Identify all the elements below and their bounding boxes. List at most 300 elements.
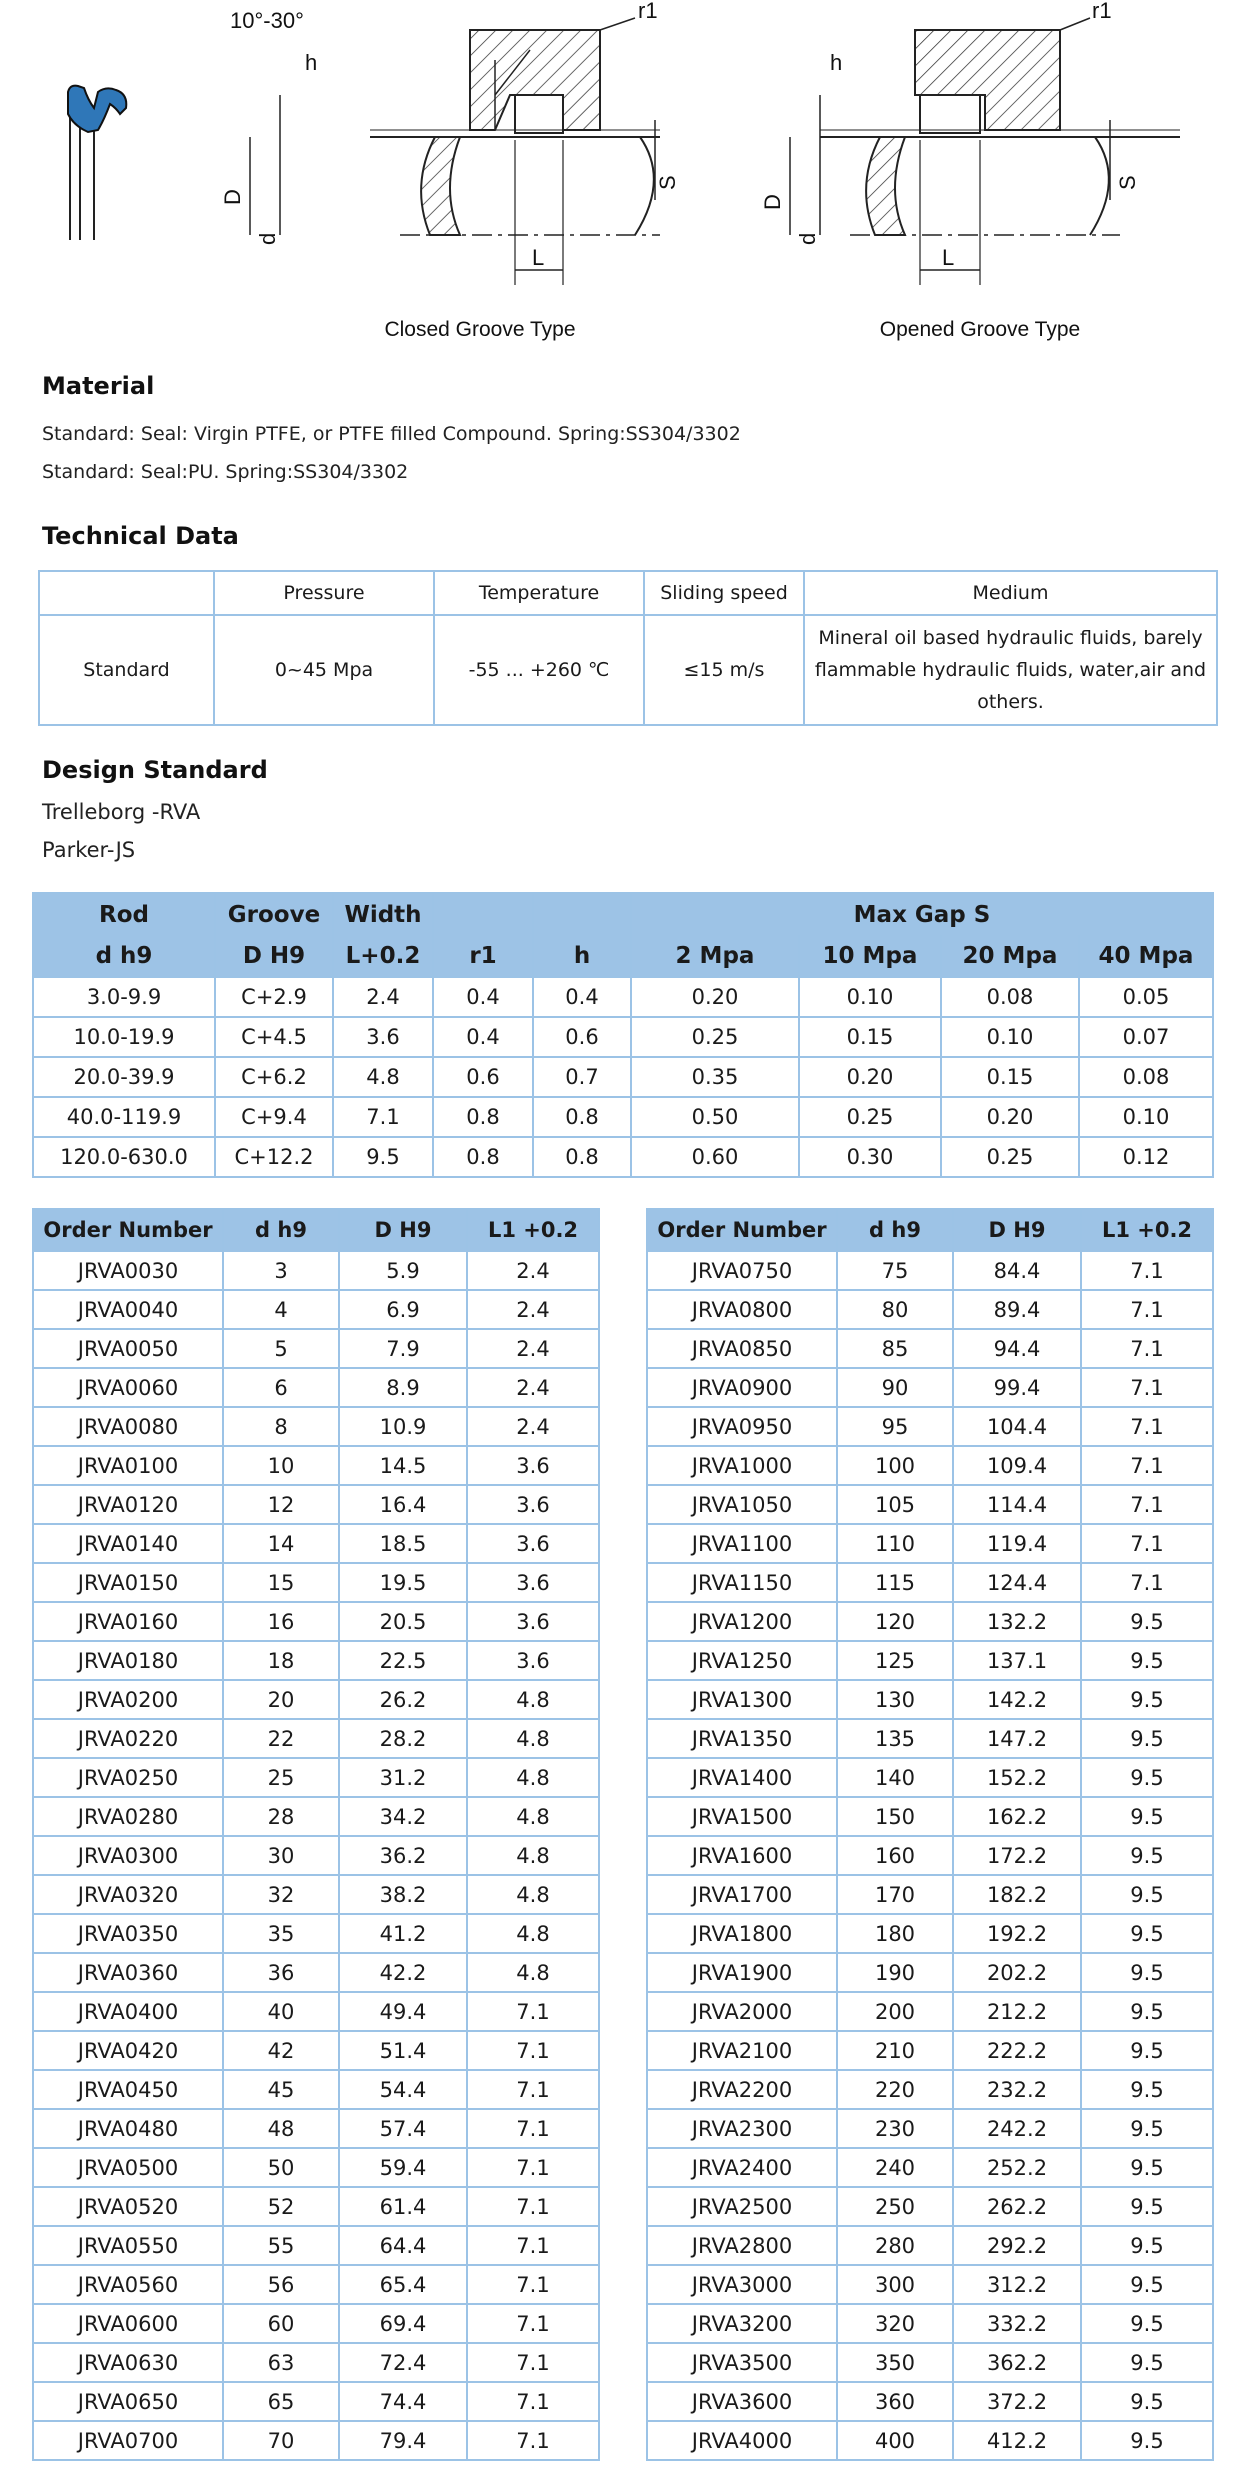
order-right-cell: 250 [837,2187,953,2226]
order-left-cell: 41.2 [339,1914,467,1953]
order-left-row [33,2265,599,2304]
technical-temperature: -55 ... +260 ℃ [434,615,644,725]
order-left-cell: 32 [223,1875,339,1914]
order-right-cell: 242.2 [953,2109,1081,2148]
order-right-cell: 80 [837,1290,953,1329]
order-right-cell: 262.2 [953,2187,1081,2226]
order-left-cell: JRVA0350 [33,1914,223,1953]
order-right-cell: 162.2 [953,1797,1081,1836]
order-left-cell: 59.4 [339,2148,467,2187]
material-title: Material [42,372,155,400]
gap-table-cell: C+12.2 [215,1137,333,1177]
order-left-cell: JRVA0300 [33,1836,223,1875]
order-right-cell: 9.5 [1081,2187,1213,2226]
technical-title: Technical Data [42,522,239,550]
order-right-cell: 9.5 [1081,1758,1213,1797]
order-left-cell: JRVA0280 [33,1797,223,1836]
gap-table-cell: 9.5 [333,1137,433,1177]
order-right-cell: JRVA1400 [647,1758,837,1797]
gap-table-cell: 0.10 [941,1017,1079,1057]
gap-table-row [33,977,1213,1017]
gap-header-40mpa: 40 Mpa [1079,935,1213,977]
gap-table-cell: 0.10 [1079,1097,1213,1137]
order-right-cell: JRVA1150 [647,1563,837,1602]
order-left-cell: JRVA0500 [33,2148,223,2187]
order-right-cell: JRVA3200 [647,2304,837,2343]
order-left-cell: 57.4 [339,2109,467,2148]
technical-data-table [38,570,1218,726]
order-right-cell: 137.1 [953,1641,1081,1680]
order-right-cell: 7.1 [1081,1446,1213,1485]
order-left-row [33,1953,599,1992]
order-left-cell: JRVA0420 [33,2031,223,2070]
order-right-cell: 7.1 [1081,1251,1213,1290]
order-left-cell: 4.8 [467,1680,599,1719]
order-left-row [33,1719,599,1758]
order-right-cell: 120 [837,1602,953,1641]
order-left-row [33,1875,599,1914]
order-right-cell: 332.2 [953,2304,1081,2343]
gap-table-cell: 0.4 [433,977,533,1017]
order-left-header-L1: L1 +0.2 [467,1209,599,1251]
order-table-right [646,1208,1214,2461]
order-right-cell: JRVA2400 [647,2148,837,2187]
technical-pressure: 0~45 Mpa [214,615,434,725]
technical-header-speed: Sliding speed [644,571,804,615]
gap-table-cell: 40.0-119.9 [33,1097,215,1137]
order-left-cell: 3.6 [467,1563,599,1602]
order-left-cell: 6 [223,1368,339,1407]
order-right-cell: 142.2 [953,1680,1081,1719]
order-right-cell: JRVA1900 [647,1953,837,1992]
gap-header-h: h [533,935,631,977]
order-right-cell: JRVA2100 [647,2031,837,2070]
gap-table-cell: 0.35 [631,1057,799,1097]
order-left-cell: 48 [223,2109,339,2148]
order-right-cell: 9.5 [1081,2070,1213,2109]
order-right-cell: JRVA2200 [647,2070,837,2109]
material-line-2: Standard: Seal:PU. Spring:SS304/3302 [42,461,409,483]
gap-header-r1: r1 [433,935,533,977]
order-right-row [647,2265,1213,2304]
gap-table-row [33,1137,1213,1177]
order-right-cell: 300 [837,2265,953,2304]
order-left-cell: 51.4 [339,2031,467,2070]
order-left-row [33,2109,599,2148]
gap-table-body [33,977,1213,1177]
order-left-row [33,1836,599,1875]
order-right-cell: 202.2 [953,1953,1081,1992]
label-D: D [220,189,245,205]
order-left-cell: 3.6 [467,1485,599,1524]
order-right-row [647,1719,1213,1758]
order-left-cell: 36 [223,1953,339,1992]
order-left-cell: 60 [223,2304,339,2343]
order-right-cell: JRVA3600 [647,2382,837,2421]
order-right-cell: 125 [837,1641,953,1680]
order-left-cell: 7.1 [467,2109,599,2148]
order-left-row [33,1797,599,1836]
order-right-cell: 109.4 [953,1446,1081,1485]
order-right-cell: 150 [837,1797,953,1836]
order-left-cell: 50 [223,2148,339,2187]
design-title: Design Standard [42,756,268,784]
order-left-header-row [33,1209,599,1251]
label-r1-open: r1 [1092,0,1112,23]
order-left-cell: 4.8 [467,1875,599,1914]
gap-header-L: L+0.2 [333,935,433,977]
order-right-row [647,1602,1213,1641]
order-right-cell: 99.4 [953,1368,1081,1407]
order-left-cell: 18.5 [339,1524,467,1563]
order-left-cell: JRVA0040 [33,1290,223,1329]
order-left-cell: 38.2 [339,1875,467,1914]
order-right-cell: JRVA0900 [647,1368,837,1407]
order-right-cell: JRVA2000 [647,1992,837,2031]
order-right-cell: 190 [837,1953,953,1992]
order-right-cell: JRVA1700 [647,1875,837,1914]
order-left-cell: JRVA0250 [33,1758,223,1797]
order-left-cell: 16 [223,1602,339,1641]
design-line-2: Parker-JS [42,838,136,862]
order-left-cell: 7.1 [467,2343,599,2382]
order-left-cell: JRVA0650 [33,2382,223,2421]
order-right-row [647,2109,1213,2148]
order-right-cell: 114.4 [953,1485,1081,1524]
order-right-cell: JRVA0750 [647,1251,837,1290]
order-left-cell: 34.2 [339,1797,467,1836]
gap-table-cell: 2.4 [333,977,433,1017]
opened-groove-caption: Opened Groove Type [879,318,1081,341]
technical-header-medium: Medium [804,571,1217,615]
gap-header-width: Width [333,893,433,935]
order-left-cell: JRVA0160 [33,1602,223,1641]
order-left-cell: JRVA0120 [33,1485,223,1524]
order-left-cell: 30 [223,1836,339,1875]
order-left-cell: 3.6 [467,1446,599,1485]
order-left-row [33,1407,599,1446]
order-right-row [647,1797,1213,1836]
order-right-row [647,1290,1213,1329]
order-right-cell: 9.5 [1081,2226,1213,2265]
order-left-cell: JRVA0050 [33,1329,223,1368]
label-h: h [305,50,318,75]
order-right-cell: 75 [837,1251,953,1290]
order-right-cell: 9.5 [1081,2343,1213,2382]
order-right-row [647,1563,1213,1602]
order-left-cell: 26.2 [339,1680,467,1719]
gap-table-cell: 0.20 [941,1097,1079,1137]
order-right-cell: 222.2 [953,2031,1081,2070]
label-D-open: D [760,194,785,210]
gap-table-cell: 0.7 [533,1057,631,1097]
order-left-cell: JRVA0360 [33,1953,223,1992]
gap-table-cell: 7.1 [333,1097,433,1137]
order-right-cell: 9.5 [1081,1680,1213,1719]
material-line-1: Standard: Seal: Virgin PTFE, or PTFE filled Compound. Spring:SS304/3302 [42,423,741,445]
gap-header-10mpa: 10 Mpa [799,935,941,977]
order-left-cell: 4.8 [467,1797,599,1836]
order-left-cell: JRVA0060 [33,1368,223,1407]
order-left-row [33,1524,599,1563]
order-left-cell: 10.9 [339,1407,467,1446]
gap-header-d: d h9 [33,935,215,977]
gap-table-cell: 0.08 [1079,1057,1213,1097]
order-left-cell: 20 [223,1680,339,1719]
order-left-cell: 7.1 [467,2226,599,2265]
order-right-row [647,2343,1213,2382]
order-left-cell: JRVA0630 [33,2343,223,2382]
order-right-cell: JRVA2300 [647,2109,837,2148]
gap-header-row-2 [33,935,1213,977]
order-left-cell: JRVA0080 [33,1407,223,1446]
order-right-cell: 100 [837,1446,953,1485]
order-right-cell: 94.4 [953,1329,1081,1368]
gap-table-cell: 0.8 [433,1137,533,1177]
order-right-row [647,2070,1213,2109]
order-left-cell: 19.5 [339,1563,467,1602]
technical-standard: Standard [39,615,214,725]
gap-table-cell: 0.15 [799,1017,941,1057]
gap-table-cell: 0.4 [433,1017,533,1057]
order-left-cell: 15 [223,1563,339,1602]
gap-table-row [33,1057,1213,1097]
order-left-cell: 4 [223,1290,339,1329]
order-right-cell: JRVA1100 [647,1524,837,1563]
order-left-cell: 14.5 [339,1446,467,1485]
order-right-row [647,2148,1213,2187]
order-left-cell: 5 [223,1329,339,1368]
gap-table-cell: 0.25 [941,1137,1079,1177]
gap-header-groove: Groove [215,893,333,935]
order-left-cell: 40 [223,1992,339,2031]
order-left-cell: 4.8 [467,1836,599,1875]
order-right-cell: JRVA0950 [647,1407,837,1446]
order-right-cell: 104.4 [953,1407,1081,1446]
order-right-cell: JRVA1350 [647,1719,837,1758]
order-left-cell: 8 [223,1407,339,1446]
gap-table-cell: 3.6 [333,1017,433,1057]
order-left-row [33,2148,599,2187]
gap-table-cell: 0.4 [533,977,631,1017]
order-left-row [33,2070,599,2109]
order-right-cell: 9.5 [1081,2304,1213,2343]
order-right-cell: 90 [837,1368,953,1407]
gap-table-cell: 20.0-39.9 [33,1057,215,1097]
order-right-cell: 124.4 [953,1563,1081,1602]
gap-table-cell: 120.0-630.0 [33,1137,215,1177]
order-left-cell: 45 [223,2070,339,2109]
technical-data-row [39,615,1217,725]
label-L: L [532,245,545,270]
order-right-cell: 9.5 [1081,1914,1213,1953]
gap-table-row [33,1097,1213,1137]
order-right-cell: 9.5 [1081,1953,1213,1992]
order-left-cell: 4.8 [467,1953,599,1992]
order-right-row [647,2304,1213,2343]
order-left-cell: 49.4 [339,1992,467,2031]
order-right-cell: 110 [837,1524,953,1563]
order-right-cell: JRVA4000 [647,2421,837,2460]
order-left-cell: 5.9 [339,1251,467,1290]
gap-table-cell: 0.25 [631,1017,799,1057]
order-left-cell: 7.1 [467,2421,599,2460]
order-left-cell: 35 [223,1914,339,1953]
order-left-cell: JRVA0520 [33,2187,223,2226]
order-right-cell: 9.5 [1081,2421,1213,2460]
gap-table-cell: 3.0-9.9 [33,977,215,1017]
order-right-row [647,1641,1213,1680]
order-left-row [33,1329,599,1368]
order-left-cell: JRVA0550 [33,2226,223,2265]
gap-table-cell: C+4.5 [215,1017,333,1057]
order-left-row [33,1290,599,1329]
gap-table-cell: 0.50 [631,1097,799,1137]
order-left-row [33,1680,599,1719]
order-left-cell: 2.4 [467,1329,599,1368]
order-right-cell: 350 [837,2343,953,2382]
technical-header-blank [39,571,214,615]
order-right-cell: 7.1 [1081,1485,1213,1524]
order-right-cell: JRVA1500 [647,1797,837,1836]
order-left-cell: JRVA0400 [33,1992,223,2031]
order-right-header-D: D H9 [953,1209,1081,1251]
order-right-cell: 232.2 [953,2070,1081,2109]
gap-table-cell: 0.15 [941,1057,1079,1097]
order-left-body [33,1251,599,2460]
gap-table-cell: 0.10 [799,977,941,1017]
order-right-row [647,1524,1213,1563]
order-right-cell: JRVA1000 [647,1446,837,1485]
order-right-header-L1: L1 +0.2 [1081,1209,1213,1251]
order-right-row [647,1875,1213,1914]
order-left-cell: 42 [223,2031,339,2070]
order-left-row [33,2187,599,2226]
label-L-open: L [942,245,955,270]
gap-table [32,892,1214,1178]
order-right-cell: 132.2 [953,1602,1081,1641]
order-right-header-row [647,1209,1213,1251]
order-left-cell: JRVA0450 [33,2070,223,2109]
label-d: d [255,232,280,245]
gap-table-cell: 0.07 [1079,1017,1213,1057]
order-left-cell: JRVA0480 [33,2109,223,2148]
order-right-cell: 320 [837,2304,953,2343]
order-left-cell: JRVA0220 [33,1719,223,1758]
order-right-cell: 9.5 [1081,1875,1213,1914]
gap-table-cell: 0.8 [433,1097,533,1137]
order-right-cell: 9.5 [1081,2265,1213,2304]
order-right-cell: JRVA1300 [647,1680,837,1719]
order-right-cell: 9.5 [1081,1836,1213,1875]
gap-table-cell: C+6.2 [215,1057,333,1097]
closed-groove-caption: Closed Groove Type [384,318,576,341]
order-left-row [33,1485,599,1524]
label-r1: r1 [638,0,658,23]
order-right-cell: 170 [837,1875,953,1914]
order-left-row [33,1368,599,1407]
gap-table-cell: 10.0-19.9 [33,1017,215,1057]
order-right-cell: 372.2 [953,2382,1081,2421]
order-right-row [647,1680,1213,1719]
order-right-row [647,1446,1213,1485]
label-S: S [655,175,680,190]
order-right-cell: 160 [837,1836,953,1875]
order-left-cell: 70 [223,2421,339,2460]
order-left-header-number: Order Number [33,1209,223,1251]
order-right-cell: 89.4 [953,1290,1081,1329]
order-left-cell: 7.1 [467,1992,599,2031]
order-left-row [33,2382,599,2421]
order-right-cell: 210 [837,2031,953,2070]
order-right-cell: 312.2 [953,2265,1081,2304]
order-right-cell: JRVA1200 [647,1602,837,1641]
order-left-cell: 7.1 [467,2265,599,2304]
order-right-cell: 152.2 [953,1758,1081,1797]
order-left-cell: JRVA0030 [33,1251,223,1290]
order-left-cell: 2.4 [467,1407,599,1446]
order-left-cell: 52 [223,2187,339,2226]
order-left-row [33,1563,599,1602]
order-left-cell: JRVA0180 [33,1641,223,1680]
order-right-cell: 135 [837,1719,953,1758]
order-right-cell: 362.2 [953,2343,1081,2382]
order-left-row [33,1914,599,1953]
technical-header-temperature: Temperature [434,571,644,615]
gap-table-row [33,1017,1213,1057]
order-right-cell: 182.2 [953,1875,1081,1914]
order-right-cell: 7.1 [1081,1329,1213,1368]
gap-table-cell: 0.8 [533,1137,631,1177]
order-right-row [647,1836,1213,1875]
gap-header-maxgap: Max Gap S [631,893,1213,935]
order-left-cell: JRVA0100 [33,1446,223,1485]
gap-table-cell: 0.05 [1079,977,1213,1017]
order-right-cell: 85 [837,1329,953,1368]
order-right-cell: 200 [837,1992,953,2031]
order-left-cell: 22.5 [339,1641,467,1680]
label-h-open: h [830,50,843,75]
gap-table-cell: 0.8 [533,1097,631,1137]
order-right-row [647,1329,1213,1368]
order-right-row [647,1758,1213,1797]
order-left-cell: 3.6 [467,1602,599,1641]
order-right-cell: 192.2 [953,1914,1081,1953]
opened-groove-diagram [760,0,1200,330]
order-right-row [647,2187,1213,2226]
order-right-row [647,2421,1213,2460]
order-left-header-D: D H9 [339,1209,467,1251]
order-left-row [33,1641,599,1680]
order-right-cell: 9.5 [1081,2031,1213,2070]
order-right-cell: 115 [837,1563,953,1602]
order-left-cell: 6.9 [339,1290,467,1329]
order-right-row [647,2031,1213,2070]
order-right-cell: 7.1 [1081,1368,1213,1407]
order-left-cell: 28 [223,1797,339,1836]
order-left-cell: 7.1 [467,2070,599,2109]
order-left-cell: 2.4 [467,1368,599,1407]
order-right-cell: 9.5 [1081,1992,1213,2031]
closed-groove-diagram [220,0,680,330]
gap-table-cell: 0.6 [533,1017,631,1057]
order-left-row [33,1602,599,1641]
order-left-cell: 61.4 [339,2187,467,2226]
order-left-cell: 7.9 [339,1329,467,1368]
order-left-cell: 65 [223,2382,339,2421]
technical-header-row [39,571,1217,615]
technical-speed: ≤15 m/s [644,615,804,725]
